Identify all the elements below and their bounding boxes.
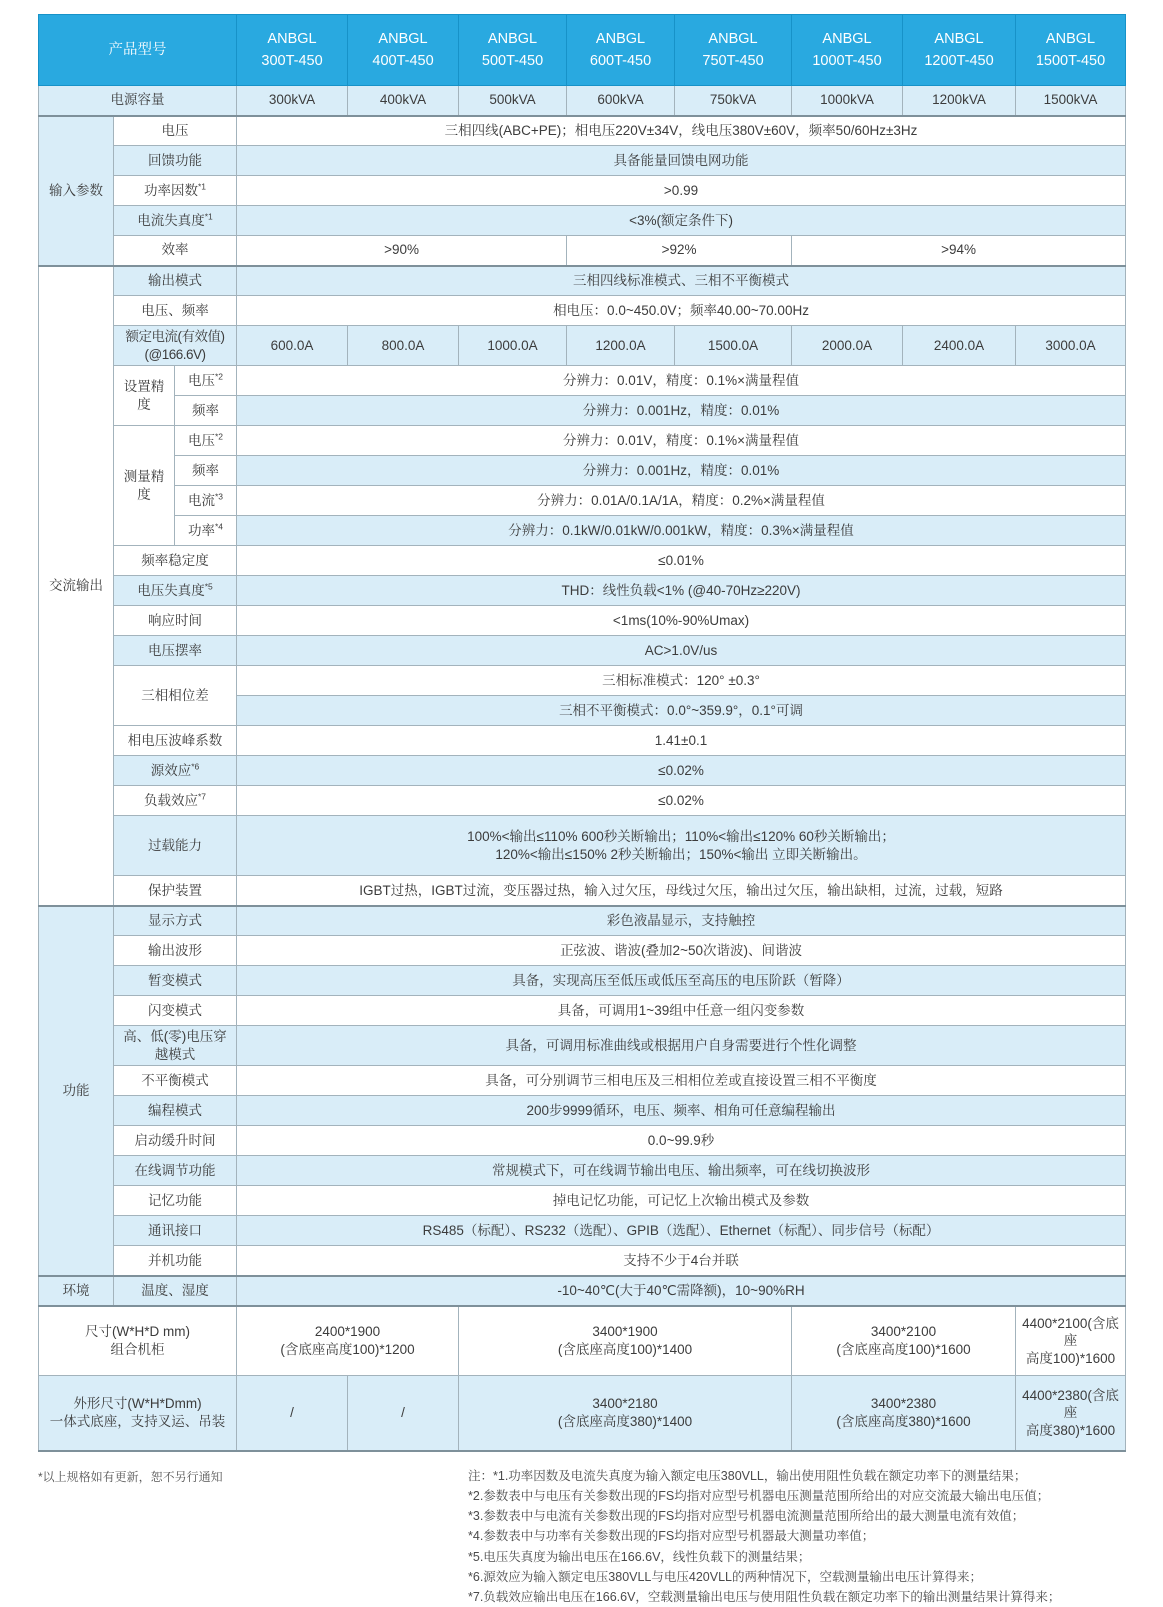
row-value: 200步9999循环，电压、频率、相角可任意编程输出	[237, 1096, 1126, 1126]
input-feedback-row	[39, 146, 1126, 176]
capacity-value: 1000kVA	[792, 86, 903, 116]
dimensions-cell-1: 3400*1900 (含底座高度100)*1400	[459, 1306, 792, 1376]
header-model-5: ANBGL 1000T-450	[792, 15, 903, 86]
environment-row	[39, 1276, 1126, 1306]
footnote-line: *7.负载效应输出电压在166.6V，空载测量输出电压与使用阻性负载在额定功率下的输出测量结果计算得来；	[468, 1590, 1061, 1605]
footnote-line: *5.电压失真度为输出电压在166.6V，线性负载下的测量结果；	[468, 1549, 811, 1564]
row-label: 频率	[175, 396, 237, 426]
row-value: <3%(额定条件下)	[237, 206, 1126, 236]
row-value: 100%<输出≤110% 600秒关断输出；110%<输出≤120% 60秒关断输出； 120%<输出≤150% 2秒关断输出；150%<输出 立即关断输出。	[237, 816, 1126, 876]
update-disclaimer: *以上规格如有更新，恕不另行通知	[38, 1469, 223, 1484]
row-value: 常规模式下，可在线调节输出电压、输出频率，可在线切换波形	[237, 1156, 1126, 1186]
row-value: 具备，可调用1~39组中任意一组闪变参数	[237, 996, 1126, 1026]
footnotes	[468, 1466, 1138, 1607]
capacity-value: 750kVA	[675, 86, 792, 116]
row-label: 输出模式	[114, 266, 237, 296]
load-effect-row	[39, 786, 1126, 816]
row-label: 电压失真度$^{*5}$	[114, 576, 237, 606]
row-value: 分辨力：0.01V，精度：0.1%×满量程值	[237, 366, 1126, 396]
efficiency-value-3: >94%	[792, 236, 1126, 266]
row-label: 高、低(零)电压穿越模式	[114, 1026, 237, 1066]
capacity-value: 500kVA	[459, 86, 567, 116]
ride-through-row	[39, 1026, 1126, 1066]
subgroup-meas-accuracy: 测量精度	[114, 426, 175, 546]
row-value: AC>1.0V/us	[237, 636, 1126, 666]
dimensions-cell-2: 3400*2100 (含底座高度100)*1600	[792, 1306, 1016, 1376]
row-value: ≤0.01%	[237, 546, 1126, 576]
row-label: 效率	[114, 236, 237, 266]
outline-cell-na-0: /	[237, 1376, 348, 1451]
capacity-value: 1200kVA	[903, 86, 1016, 116]
row-value: 彩色液晶显示，支持触控	[237, 906, 1126, 936]
rated-current-value: 800.0A	[348, 326, 459, 366]
row-label: 电压$^{*2}$	[175, 366, 237, 396]
row-label: 频率	[175, 456, 237, 486]
source-effect-row	[39, 756, 1126, 786]
overload-row	[39, 816, 1126, 876]
group-input: 输入参数	[39, 116, 114, 266]
rated-current-value: 2400.0A	[903, 326, 1016, 366]
row-value: 1.41±0.1	[237, 726, 1126, 756]
row-value: <1ms(10%-90%Umax)	[237, 606, 1126, 636]
flicker-row	[39, 996, 1126, 1026]
row-value: 正弦波、谐波(叠加2~50次谐波)、间谐波	[237, 936, 1126, 966]
subgroup-set-accuracy: 设置精度	[114, 366, 175, 426]
meas-accuracy-power-row	[39, 516, 1126, 546]
header-model-1: ANBGL 400T-450	[348, 15, 459, 86]
row-value: 分辨力：0.01V，精度：0.1%×满量程值	[237, 426, 1126, 456]
row-value: 支持不少于4台并联	[237, 1246, 1126, 1276]
row-value: 分辨力：0.001Hz，精度：0.01%	[237, 396, 1126, 426]
unbalance-row	[39, 1066, 1126, 1096]
output-mode-row	[39, 266, 1126, 296]
rated-current-value: 1000.0A	[459, 326, 567, 366]
phase-diff-row-1	[39, 666, 1126, 696]
rated-current-value: 3000.0A	[1016, 326, 1126, 366]
response-time-row	[39, 606, 1126, 636]
memory-row	[39, 1186, 1126, 1216]
footnote-marker: *3	[214, 491, 224, 502]
dimensions-cell-0: 2400*1900 (含底座高度100)*1200	[237, 1306, 459, 1376]
capacity-row	[39, 86, 1126, 116]
row-label: 温度、湿度	[114, 1276, 237, 1306]
header-model-7: ANBGL 1500T-450	[1016, 15, 1126, 86]
row-label: 源效应$^{*6}$	[114, 756, 237, 786]
row-label: 功率因数$^{*1}$	[114, 176, 237, 206]
row-label: 通讯接口	[114, 1216, 237, 1246]
header-model-label: 产品型号	[39, 15, 237, 86]
header-model-6: ANBGL 1200T-450	[903, 15, 1016, 86]
outline-cell-0: 3400*2180 (含底座高度380)*1400	[459, 1376, 792, 1451]
row-label: 尺寸(W*H*D mm) 组合机柜	[39, 1306, 237, 1376]
row-label: 启动缓升时间	[114, 1126, 237, 1156]
group-ac-output: 交流输出	[39, 266, 114, 906]
capacity-value: 1500kVA	[1016, 86, 1126, 116]
outline-cell-1: 3400*2380 (含底座高度380)*1600	[792, 1376, 1016, 1451]
rated-current-row	[39, 326, 1126, 366]
header-model-0: ANBGL 300T-450	[237, 15, 348, 86]
row-label: 编程模式	[114, 1096, 237, 1126]
row-label: 回馈功能	[114, 146, 237, 176]
output-voltage-freq-row	[39, 296, 1126, 326]
footnote-line: *6.源效应为输入额定电压380VLL与电压420VLL的两种情况下，空载测量输出电压计算得来；	[468, 1569, 982, 1584]
footnote-marker: *2	[214, 371, 224, 382]
row-label: 在线调节功能	[114, 1156, 237, 1186]
group-environment: 环境	[39, 1276, 114, 1306]
header-model-4: ANBGL 750T-450	[675, 15, 792, 86]
header-model-3: ANBGL 600T-450	[567, 15, 675, 86]
display-row	[39, 906, 1126, 936]
row-value: 相电压：0.0~450.0V；频率40.00~70.00Hz	[237, 296, 1126, 326]
table-header-row	[39, 15, 1126, 86]
capacity-label: 电源容量	[39, 86, 237, 116]
capacity-value: 300kVA	[237, 86, 348, 116]
voltage-distortion-row	[39, 576, 1126, 606]
row-value: >0.99	[237, 176, 1126, 206]
footnote-line: 注：*1.功率因数及电流失真度为输入额定电压380VLL，输出使用阻性负载在额定功率下的测量结果；	[468, 1468, 1027, 1483]
row-label: 电压$^{*2}$	[175, 426, 237, 456]
efficiency-value-2: >92%	[567, 236, 792, 266]
capacity-value: 400kVA	[348, 86, 459, 116]
rated-current-value: 2000.0A	[792, 326, 903, 366]
row-value: 具备，可分别调节三相电压及三相相位差或直接设置三相不平衡度	[237, 1066, 1126, 1096]
row-value: ≤0.02%	[237, 756, 1126, 786]
soft-start-row	[39, 1126, 1126, 1156]
footer	[38, 1466, 1138, 1607]
crest-factor-row	[39, 726, 1126, 756]
row-label: 外形尺寸(W*H*Dmm) 一体式底座，支持叉运、吊装	[39, 1376, 237, 1451]
row-label: 电压摆率	[114, 636, 237, 666]
row-label: 功率$^{*4}$	[175, 516, 237, 546]
row-label: 额定电流(有效值)(@166.6V)	[114, 326, 237, 366]
row-label: 电流失真度$^{*1}$	[114, 206, 237, 236]
outline-dimensions-row	[39, 1376, 1126, 1451]
footnote-marker: *4	[214, 521, 224, 532]
dimensions-cell-3: 4400*2100(含底座 高度100)*1600	[1016, 1306, 1126, 1376]
rated-current-value: 600.0A	[237, 326, 348, 366]
row-value: 三相不平衡模式：0.0°~359.9°，0.1°可调	[237, 696, 1126, 726]
footnote-marker: *5	[204, 581, 213, 592]
row-label: 过载能力	[114, 816, 237, 876]
efficiency-value-1: >90%	[237, 236, 567, 266]
footnote-marker: *1	[204, 211, 213, 222]
comm-row	[39, 1216, 1126, 1246]
row-value: 三相标准模式：120° ±0.3°	[237, 666, 1126, 696]
row-label: 相电压波峰系数	[114, 726, 237, 756]
group-functions: 功能	[39, 906, 114, 1276]
row-label: 频率稳定度	[114, 546, 237, 576]
row-label: 负载效应$^{*7}$	[114, 786, 237, 816]
row-label: 闪变模式	[114, 996, 237, 1026]
input-current-distortion-row	[39, 206, 1126, 236]
footnote-line: *2.参数表中与电压有关参数出现的FS均指对应型号机器电压测量范围所给出的对应交流最大输出电压值；	[468, 1488, 1050, 1503]
parallel-row	[39, 1246, 1126, 1276]
input-efficiency-row	[39, 236, 1126, 266]
row-value: ≤0.02%	[237, 786, 1126, 816]
waveform-row	[39, 936, 1126, 966]
product-spec-table	[38, 14, 1126, 1452]
set-accuracy-freq-row	[39, 396, 1126, 426]
row-label: 显示方式	[114, 906, 237, 936]
row-value: 分辨力：0.1kW/0.01kW/0.001kW，精度：0.3%×满量程值	[237, 516, 1126, 546]
rated-current-value: 1500.0A	[675, 326, 792, 366]
slew-rate-row	[39, 636, 1126, 666]
row-label: 响应时间	[114, 606, 237, 636]
outline-cell-2: 4400*2380(含底座 高度380)*1600	[1016, 1376, 1126, 1451]
row-value: 分辨力：0.001Hz，精度：0.01%	[237, 456, 1126, 486]
footnote-marker: *2	[214, 431, 224, 442]
row-label: 输出波形	[114, 936, 237, 966]
meas-accuracy-current-row	[39, 486, 1126, 516]
row-value: 具备，实现高压至低压或低压至高压的电压阶跃（暂降）	[237, 966, 1126, 996]
row-value: RS485（标配）、RS232（选配）、GPIB（选配）、Ethernet（标配）、同步信号（标配）	[237, 1216, 1126, 1246]
footnote-marker: *7	[197, 791, 207, 802]
row-label: 记忆功能	[114, 1186, 237, 1216]
row-value: 0.0~99.9秒	[237, 1126, 1126, 1156]
rated-current-value: 1200.0A	[567, 326, 675, 366]
row-value: THD：线性负载<1% (@40-70Hz≥220V)	[237, 576, 1126, 606]
row-value: 三相四线(ABC+PE)；相电压220V±34V，线电压380V±60V，频率50/60Hz±3Hz	[237, 116, 1126, 146]
dimensions-row	[39, 1306, 1126, 1376]
footnote-marker: *1	[197, 181, 207, 192]
programming-row	[39, 1096, 1126, 1126]
row-value: 具备，可调用标准曲线或根据用户自身需要进行个性化调整	[237, 1026, 1126, 1066]
row-value: 三相四线标准模式、三相不平衡模式	[237, 266, 1126, 296]
row-label: 电流$^{*3}$	[175, 486, 237, 516]
row-value: 掉电记忆功能，可记忆上次输出模式及参数	[237, 1186, 1126, 1216]
input-voltage-row	[39, 116, 1126, 146]
transient-row	[39, 966, 1126, 996]
footnote-line: *3.参数表中与电流有关参数出现的FS均指对应型号机器电流测量范围所给出的最大测量电流有效值；	[468, 1509, 1025, 1524]
footnote-marker: *6	[191, 761, 200, 772]
outline-cell-na-1: /	[348, 1376, 459, 1451]
row-value: IGBT过热，IGBT过流，变压器过热，输入过欠压，母线过欠压，输出过欠压，输出缺相，过流，过载，短路	[237, 876, 1126, 906]
row-value: 具备能量回馈电网功能	[237, 146, 1126, 176]
row-value: 分辨力：0.01A/0.1A/1A，精度：0.2%×满量程值	[237, 486, 1126, 516]
online-adjust-row	[39, 1156, 1126, 1186]
row-label: 电压、频率	[114, 296, 237, 326]
row-label: 三相相位差	[114, 666, 237, 726]
row-value: -10~40℃(大于40℃需降额)，10~90%RH	[237, 1276, 1126, 1306]
row-label: 并机功能	[114, 1246, 237, 1276]
meas-accuracy-voltage-row	[39, 426, 1126, 456]
set-accuracy-voltage-row	[39, 366, 1126, 396]
protection-row	[39, 876, 1126, 906]
footnote-line: *4.参数表中与功率有关参数出现的FS均指对应型号机器最大测量功率值；	[468, 1529, 875, 1544]
meas-accuracy-freq-row	[39, 456, 1126, 486]
row-label: 暂变模式	[114, 966, 237, 996]
row-label: 不平衡模式	[114, 1066, 237, 1096]
row-label: 电压	[114, 116, 237, 146]
input-power-factor-row	[39, 176, 1126, 206]
header-model-2: ANBGL 500T-450	[459, 15, 567, 86]
freq-stability-row	[39, 546, 1126, 576]
row-label: 保护装置	[114, 876, 237, 906]
capacity-value: 600kVA	[567, 86, 675, 116]
